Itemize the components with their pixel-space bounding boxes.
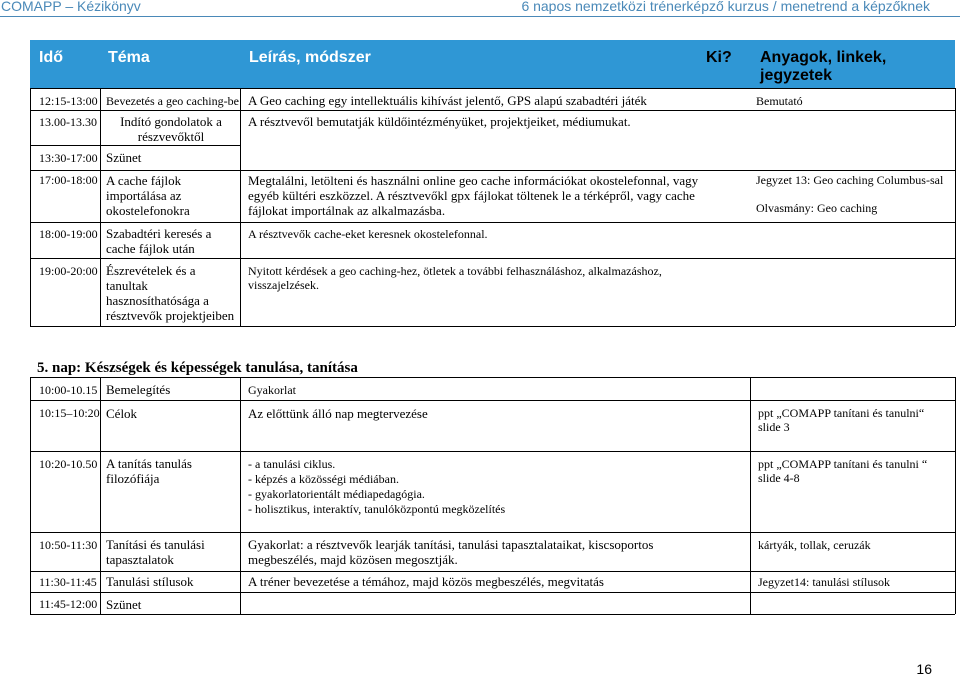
row-topic: Indító gondolatok a részvevőktől bbox=[120, 114, 222, 144]
table2-line bbox=[955, 377, 956, 614]
row-desc: - gyakorlatorientált médiapedagógia. bbox=[248, 487, 425, 501]
table1-line bbox=[30, 222, 955, 223]
row-time: 17:00-18:00 bbox=[39, 173, 98, 187]
row-time: 10:50-11:30 bbox=[39, 538, 98, 552]
header-leiras: Leírás, módszer bbox=[249, 49, 371, 66]
row-time: 11:45-12:00 bbox=[39, 597, 98, 611]
row-topic: Tanulási stílusok bbox=[106, 574, 194, 589]
row-desc: Gyakorlat bbox=[248, 383, 296, 397]
row-notes: Jegyzet14: tanulási stílusok bbox=[758, 575, 890, 589]
row-topic: Szünet bbox=[106, 150, 142, 165]
table2-line bbox=[30, 614, 955, 615]
table2-line bbox=[30, 571, 955, 572]
row-desc: A Geo caching egy intellektuális kihívást jelentő, GPS alapú szabadtéri játék bbox=[248, 93, 647, 108]
table2-line bbox=[30, 451, 955, 452]
row-notes: kártyák, tollak, ceruzák bbox=[758, 538, 871, 552]
row-topic: Bevezetés a geo caching-be bbox=[106, 94, 239, 108]
row-notes: ppt „COMAPP tanítani és tanulni “ bbox=[758, 457, 928, 471]
row-desc: Az előttünk álló nap megtervezése bbox=[248, 406, 428, 421]
table2-line bbox=[30, 377, 31, 614]
table2-line bbox=[100, 377, 101, 614]
row-time: 10:15–10:20 bbox=[39, 406, 100, 420]
top-bar bbox=[0, 0, 960, 17]
row-time: 13.00-13.30 bbox=[39, 115, 97, 129]
table1-line bbox=[30, 110, 955, 111]
table2-line bbox=[30, 532, 955, 533]
row-time: 18:00-19:00 bbox=[39, 227, 98, 241]
table2-line bbox=[30, 592, 955, 593]
row-desc: - a tanulási ciklus. bbox=[248, 457, 336, 471]
row-notes: slide 3 bbox=[758, 420, 790, 434]
row-topic: Észrevételek és a tanultak hasznosíthatósága a résztvevők projektjeiben bbox=[106, 263, 235, 323]
page-number: 16 bbox=[916, 661, 932, 677]
table1-line bbox=[30, 170, 955, 171]
row-desc: Nyitott kérdések a geo caching-hez, ötletek a további felhasználáshoz, alkalmazáshoz, visszajelzések. bbox=[248, 264, 662, 292]
header-jegyzetek: jegyzetek bbox=[760, 67, 833, 84]
header-ki: Ki? bbox=[706, 49, 732, 66]
row-notes: Olvasmány: Geo caching bbox=[756, 201, 878, 215]
section-title: 5. nap: Készségek és képességek tanulása, tanítása bbox=[37, 360, 358, 376]
row-who: Bemutató bbox=[756, 94, 803, 108]
table1-line bbox=[30, 88, 955, 89]
table2-line bbox=[750, 377, 751, 614]
row-topic: Szünet bbox=[106, 597, 142, 612]
row-time: 13:30-17:00 bbox=[39, 151, 98, 165]
row-desc: - holisztikus, interaktív, tanulóközpontú megközelítés bbox=[248, 502, 506, 516]
table2-line bbox=[30, 377, 955, 378]
course-title: 6 napos nemzetközi trénerképző kurzus / menetrend a képzőknek bbox=[521, 0, 930, 14]
row-topic: Bemelegítés bbox=[106, 382, 171, 397]
row-desc: A résztvevők cache-eket keresnek okostelefonnal. bbox=[248, 227, 488, 241]
row-time: 10:20-10.50 bbox=[39, 457, 98, 471]
row-topic: Szabadtéri keresés a cache fájlok után bbox=[106, 226, 212, 256]
table1-line bbox=[240, 88, 241, 326]
row-topic: Célok bbox=[106, 406, 138, 421]
table1-line bbox=[100, 88, 101, 326]
header-anyagok: Anyagok, linkek, bbox=[760, 49, 887, 66]
table-header bbox=[30, 40, 955, 88]
row-topic: A cache fájlok importálása az okostelefonokra bbox=[106, 173, 190, 218]
table2-line bbox=[30, 400, 955, 401]
row-desc: Gyakorlat: a résztvevők learják tanítási, tanulási tapasztalataikat, kiscsoportos megbeszélés, majd közösen megosztják. bbox=[248, 537, 654, 567]
row-time: 11:30-11:45 bbox=[39, 575, 97, 589]
manual-title: COMAPP – Kézikönyv bbox=[1, 0, 141, 14]
row-desc: - képzés a közösségi médiában. bbox=[248, 472, 399, 486]
table2-line bbox=[240, 377, 241, 614]
header-tema: Téma bbox=[108, 49, 150, 66]
table1-line bbox=[30, 258, 955, 259]
row-desc: Megtalálni, letölteni és használni online geo cache információkat okostelefonnal, vagy egyéb kültéri eszközzel. A résztvevőkl gpx fájlokat töltenek le a térképről, vagy cache fájlokat importálnak az alkalmazásba. bbox=[248, 173, 699, 218]
row-topic: A tanítás tanulás filozófiája bbox=[106, 456, 192, 486]
table1-line bbox=[30, 145, 240, 146]
row-time: 12:15-13:00 bbox=[39, 94, 98, 108]
row-notes: ppt „COMAPP tanítani és tanulni“ bbox=[758, 406, 925, 420]
row-time: 10:00-10.15 bbox=[39, 383, 98, 397]
row-notes: slide 4-8 bbox=[758, 471, 800, 485]
table1-line bbox=[30, 326, 955, 327]
row-topic: Tanítási és tanulási tapasztalatok bbox=[106, 537, 205, 567]
table1-line bbox=[30, 88, 31, 326]
row-notes: Jegyzet 13: Geo caching Columbus-sal bbox=[756, 173, 944, 187]
header-ido: Idő bbox=[39, 49, 63, 66]
row-time: 19:00-20:00 bbox=[39, 264, 98, 278]
row-desc: A tréner bevezetése a témához, majd közös megbeszélés, megvitatás bbox=[248, 574, 604, 589]
row-desc: A résztvevől bemutatják küldőintézményüket, projektjeiket, médiumukat. bbox=[248, 114, 631, 129]
table1-line bbox=[955, 88, 956, 326]
